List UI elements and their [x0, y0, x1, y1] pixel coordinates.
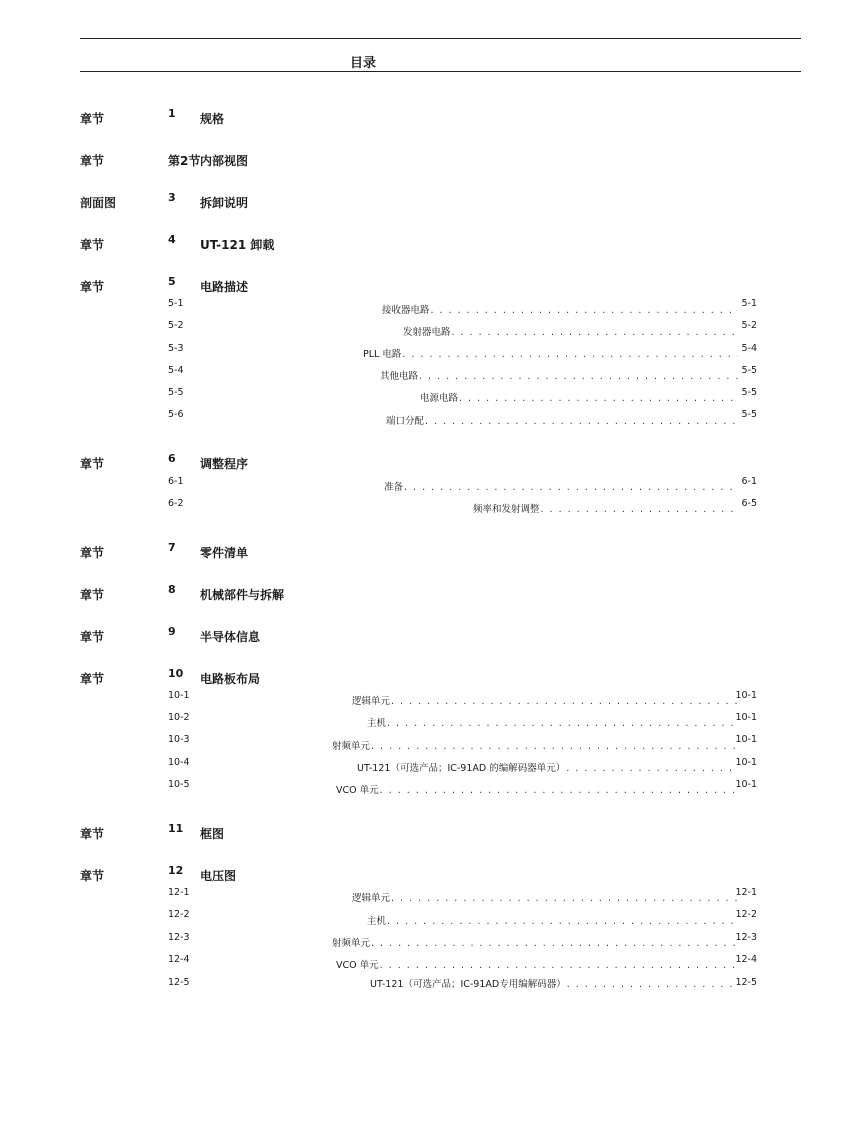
chapter-label: 章节	[80, 280, 105, 294]
page-number: 10-1	[735, 757, 757, 768]
toc-entry[interactable]	[380, 368, 739, 382]
chapter-label: 章节	[80, 546, 105, 560]
chapter-title: 机械部件与拆解	[200, 588, 285, 602]
chapter-title: 电压图	[200, 869, 237, 883]
leader-dots	[371, 938, 738, 949]
toc-entry[interactable]	[367, 715, 739, 729]
section-number: 5-5	[168, 387, 184, 398]
chapter-number: 6	[168, 452, 176, 465]
chapter-title: 拆卸说明	[200, 196, 249, 210]
chapter-title: 框图	[200, 827, 225, 841]
page-number: 6-5	[741, 498, 757, 509]
page-number: 10-1	[735, 712, 757, 723]
chapter-number: 3	[168, 191, 176, 204]
toc-entry[interactable]	[363, 346, 739, 360]
section-number: 5-1	[168, 298, 184, 309]
section-title: 端口分配	[386, 416, 425, 427]
section-title: 频率和发射调整	[473, 504, 540, 515]
page-number: 5-4	[741, 343, 757, 354]
toc-entry[interactable]	[420, 390, 739, 404]
toc-entry[interactable]	[352, 693, 739, 707]
toc-entry[interactable]	[403, 324, 739, 338]
chapter-label: 章节	[80, 457, 105, 471]
chapter-title: 半导体信息	[200, 630, 261, 644]
section-number: 12-1	[168, 887, 190, 898]
section-number: 5-2	[168, 320, 184, 331]
chapter-number: 12	[168, 864, 184, 877]
toc-entry[interactable]	[352, 890, 739, 904]
page-number: 10-1	[735, 779, 757, 790]
chapter-title: 调整程序	[200, 457, 249, 471]
section-number: 5-6	[168, 409, 184, 420]
page-number: 5-2	[741, 320, 757, 331]
chapter-title: 规格	[200, 112, 225, 126]
toc-entry[interactable]	[473, 501, 739, 515]
page-number: 12-4	[735, 954, 757, 965]
title-rule	[80, 71, 801, 72]
toc-entry[interactable]	[384, 479, 739, 493]
section-number: 6-1	[168, 476, 184, 487]
toc-entry[interactable]	[332, 738, 739, 752]
section-title: 射频单元	[332, 741, 371, 752]
section-number: 12-2	[168, 909, 190, 920]
leader-dots	[387, 916, 738, 927]
chapter-label: 章节	[80, 238, 105, 252]
section-number: 10-1	[168, 690, 190, 701]
toc-entry[interactable]	[367, 913, 739, 927]
chapter-label: 剖面图	[80, 196, 117, 210]
chapter-label: 章节	[80, 630, 105, 644]
section-number: 12-5	[168, 977, 190, 988]
section-number: 10-2	[168, 712, 190, 723]
leader-dots	[566, 763, 738, 774]
toc-entry[interactable]	[357, 760, 739, 774]
section-number: 10-5	[168, 779, 190, 790]
section-title: PLL 电路	[363, 349, 402, 360]
section-number: 5-4	[168, 365, 184, 376]
chapter-label: 章节	[80, 672, 105, 686]
chapter-label: 章节	[80, 154, 105, 168]
leader-dots	[391, 893, 738, 904]
leader-dots	[425, 416, 738, 427]
chapter-label: 章节	[80, 827, 105, 841]
page-number: 10-1	[735, 690, 757, 701]
page-title: 目录	[349, 56, 376, 71]
chapter-number: 11	[168, 822, 184, 835]
toc-entry[interactable]	[370, 976, 739, 990]
section-title: 逻辑单元	[352, 893, 391, 904]
page-number: 5-1	[741, 298, 757, 309]
top-rule	[80, 38, 801, 39]
chapter-label: 章节	[80, 112, 105, 126]
leader-dots	[380, 960, 738, 971]
page-number: 5-5	[741, 409, 757, 420]
chapter-number: 4	[168, 233, 176, 246]
section-title: UT-121（可选产品；IC-91AD 的编解码器单元）	[357, 763, 566, 774]
toc-entry[interactable]	[336, 957, 739, 971]
section-number: 12-4	[168, 954, 190, 965]
section-title: 逻辑单元	[352, 696, 391, 707]
leader-dots	[431, 305, 738, 316]
page-number: 12-1	[735, 887, 757, 898]
chapter-number: 9	[168, 625, 176, 638]
toc-entry[interactable]	[382, 302, 739, 316]
toc-entry[interactable]	[336, 782, 739, 796]
toc-entry[interactable]	[332, 935, 739, 949]
leader-dots	[402, 349, 738, 360]
section-number: 10-4	[168, 757, 190, 768]
chapter-label: 章节	[80, 588, 105, 602]
section-number: 6-2	[168, 498, 184, 509]
chapter-title: 电路描述	[200, 280, 249, 294]
chapter-number: 7	[168, 541, 176, 554]
chapter-title: 内部视图	[200, 154, 249, 168]
leader-dots	[380, 785, 738, 796]
section-title: 主机	[367, 718, 387, 729]
section-number: 5-3	[168, 343, 184, 354]
leader-dots	[452, 327, 738, 338]
chapter-number: 1	[168, 107, 176, 120]
chapter-label: 章节	[80, 869, 105, 883]
chapter-title: 电路板布局	[200, 672, 261, 686]
section-title: 发射器电路	[403, 327, 451, 338]
section-title: 电源电路	[420, 393, 459, 404]
section-title: VCO 单元	[336, 785, 379, 796]
toc-entry[interactable]	[386, 413, 739, 427]
leader-dots	[419, 371, 738, 382]
page-number: 12-3	[735, 932, 757, 943]
chapter-number: 5	[168, 275, 176, 288]
section-title: VCO 单元	[336, 960, 379, 971]
section-title: 其他电路	[380, 371, 419, 382]
chapter-title: 零件清单	[200, 546, 249, 560]
section-number: 12-3	[168, 932, 190, 943]
chapter-number: 10	[168, 667, 184, 680]
page-number: 12-5	[735, 977, 757, 988]
section-title: 接收器电路	[382, 305, 430, 316]
section-number: 10-3	[168, 734, 190, 745]
page-number: 5-5	[741, 365, 757, 376]
section-title: 射频单元	[332, 938, 371, 949]
chapter-number: 8	[168, 583, 176, 596]
leader-dots	[404, 482, 738, 493]
leader-dots	[371, 741, 738, 752]
section-title: 主机	[367, 916, 387, 927]
section-title: UT-121（可选产品；IC-91AD专用编解码器）	[370, 979, 566, 990]
page-number: 6-1	[741, 476, 757, 487]
chapter-number: 第2节	[168, 154, 201, 168]
page-number: 12-2	[735, 909, 757, 920]
chapter-title: UT-121 卸载	[200, 238, 275, 252]
page-number: 10-1	[735, 734, 757, 745]
leader-dots	[391, 696, 738, 707]
leader-dots	[541, 504, 738, 515]
leader-dots	[387, 718, 738, 729]
section-title: 准备	[384, 482, 404, 493]
leader-dots	[567, 979, 738, 990]
leader-dots	[459, 393, 738, 404]
page-number: 5-5	[741, 387, 757, 398]
